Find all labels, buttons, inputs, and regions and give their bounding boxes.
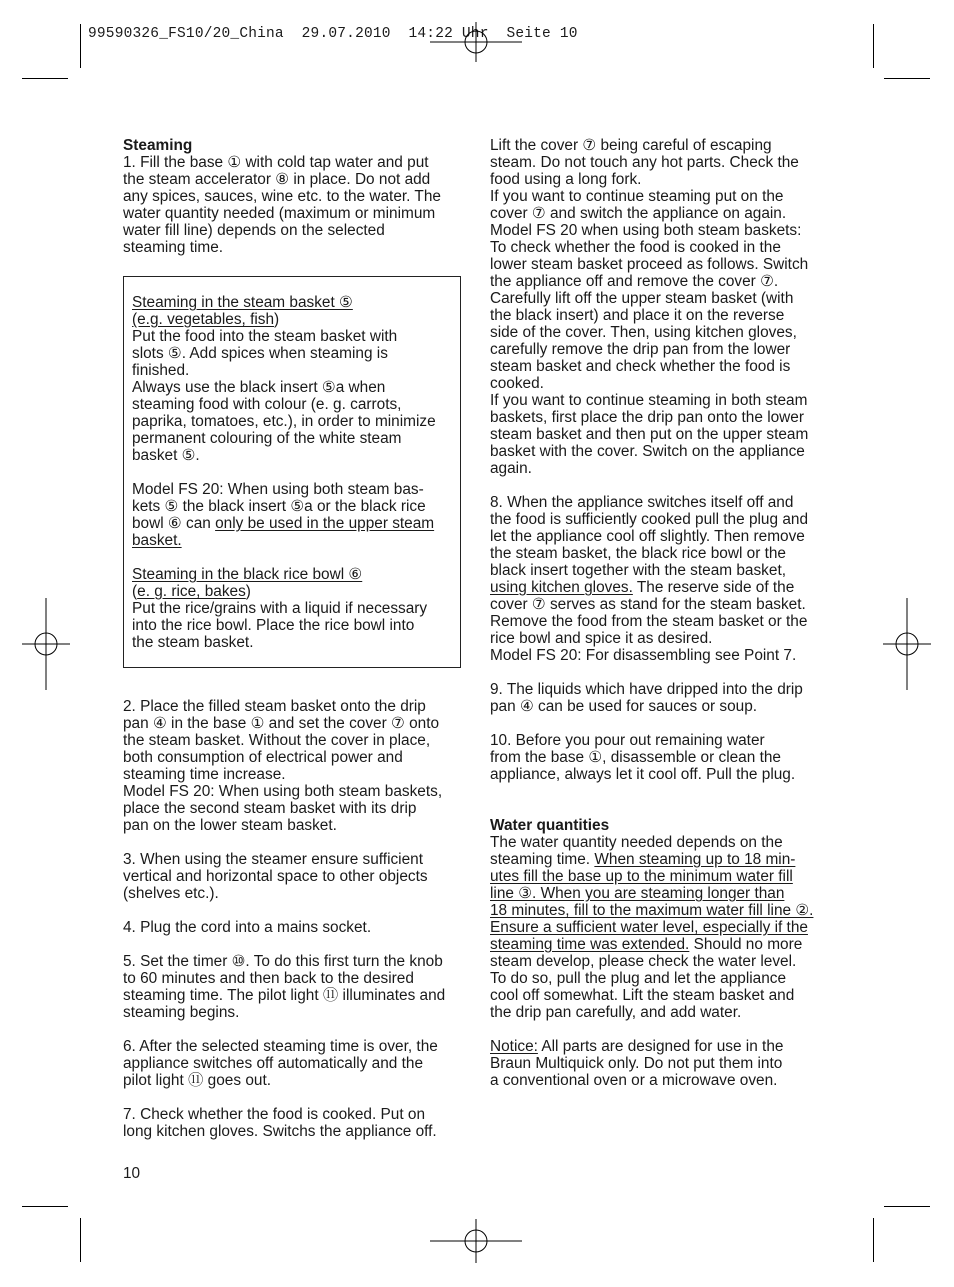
paren: ) (274, 311, 280, 328)
box-line: steaming food with colour (e. g. carrots, (132, 396, 402, 413)
step-8-line: 8. When the appliance switches itself off and (490, 494, 794, 511)
water-line (490, 885, 840, 902)
box-line: Model FS 20: When using both steam bas- (132, 481, 424, 498)
section-heading-water-quantities: Water quantities (490, 817, 610, 834)
water-line (490, 902, 840, 919)
step-8-line: Model FS 20: For disassembling see Point 7. (490, 647, 797, 664)
underlined-text: using kitchen gloves. (490, 579, 633, 596)
left-column-bottom (123, 698, 468, 1140)
step-10-line: appliance, always let it cool off. Pull the plug. (490, 766, 796, 783)
step-6-line: pilot light ⑪ goes out. (123, 1072, 272, 1089)
step-6-line: appliance switches off automatically and the (123, 1055, 424, 1072)
box-line: slots ⑤. Add spices when steaming is (132, 345, 388, 362)
step-8-line: black insert together with the steam basket, (490, 562, 786, 579)
right-column (490, 137, 840, 1089)
water-line: steam develop, please check the water level. (490, 953, 797, 970)
step-5-line: to 60 minutes and then back to the desired (123, 970, 414, 987)
box-subheading-example (132, 583, 458, 600)
step-10-line: from the base ①, disassemble or clean the (490, 749, 781, 766)
crop-mark (884, 78, 930, 79)
step-4-line: 4. Plug the cord into a mains socket. (123, 919, 372, 936)
box-line: Put the rice/grains with a liquid if necessary (132, 600, 428, 617)
slug-time: 14:22 (408, 26, 453, 42)
box-underlined-text: only be used in the upper steam (215, 515, 435, 532)
para-line: To check whether the food is cooked in the (490, 239, 781, 256)
step-7-line: long kitchen gloves. Switchs the appliance off. (123, 1123, 437, 1140)
para-line: Model FS 20 when using both steam baskets: (490, 222, 802, 239)
step-8-line: rice bowl and spice it as desired. (490, 630, 713, 647)
box-subheading-example-text: (e.g. vegetables, fish (132, 311, 275, 328)
steaming-info-box (123, 276, 461, 668)
slug-seite: Seite (506, 26, 551, 42)
step-1-line: water quantity needed (maximum or minimum (123, 205, 436, 222)
step-2-line: steaming time increase. (123, 766, 286, 783)
box-text: bowl ⑥ can (132, 515, 216, 532)
step-9-line: pan ④ can be used for sauces or soup. (490, 698, 758, 715)
para-line: side of the cover. Then, using kitchen gloves, (490, 324, 797, 341)
para-line: cooked. (490, 375, 544, 392)
notice-line: a conventional oven or a microwave oven. (490, 1072, 778, 1089)
box-subheading-example-text: e. g. rice, bakes (137, 583, 246, 600)
underlined-text: steaming time was extended. (490, 936, 690, 953)
box-line (132, 532, 458, 549)
box-underlined-text: basket. (132, 532, 182, 549)
box-line: basket ⑤. (132, 447, 200, 464)
step-8-line: Remove the food from the steam basket or the (490, 613, 808, 630)
para-line: steam basket and check whether the food is (490, 358, 791, 375)
step-6-line: 6. After the selected steaming time is over, the (123, 1038, 438, 1055)
notice-line: Braun Multiquick only. Do not put them into (490, 1055, 783, 1072)
underlined-text: Ensure a sufficient water level, especially if the (490, 919, 808, 936)
text: steaming time. (490, 851, 595, 868)
step-1-line: any spices, sauces, wine etc. to the water. The (123, 188, 441, 205)
box-subheading (132, 294, 458, 311)
step-7-line: 7. Check whether the food is cooked. Put on (123, 1106, 426, 1123)
notice-line (490, 1038, 840, 1055)
step-5-line: 5. Set the timer ⑩. To do this first turn the knob (123, 953, 443, 970)
step-1-line: 1. Fill the base ① with cold tap water and put (123, 154, 429, 171)
underlined-text: line ③. When you are steaming longer than (490, 885, 785, 902)
water-line: the drip pan carefully, and add water. (490, 1004, 742, 1021)
step-3-line: vertical and horizontal space to other objects (123, 868, 428, 885)
step-5-line: steaming time. The pilot light ⑪ illuminates and (123, 987, 446, 1004)
box-subheading-example (132, 311, 458, 328)
box-line: Always use the black insert ⑤a when (132, 379, 386, 396)
box-line: into the rice bowl. Place the rice bowl into (132, 617, 415, 634)
crop-mark (873, 1218, 874, 1262)
text: The reserve side of the (632, 579, 795, 596)
crop-mark (80, 1218, 81, 1262)
step-8-line: cover ⑦ serves as stand for the steam basket. (490, 596, 806, 613)
step-2-line: the steam basket. Without the cover in place, (123, 732, 431, 749)
step-10-line: 10. Before you pour out remaining water (490, 732, 765, 749)
para-line: carefully remove the drip pan from the lower (490, 341, 791, 358)
para-line: steam. Do not touch any hot parts. Check the (490, 154, 799, 171)
box-line: the steam basket. (132, 634, 254, 651)
slug-page: 10 (559, 26, 578, 42)
crop-mark (22, 78, 68, 79)
paren: ) (245, 583, 251, 600)
crop-mark (80, 24, 81, 68)
text: All parts are designed for use in the (537, 1038, 784, 1055)
step-2-line: Model FS 20: When using both steam baskets, (123, 783, 443, 800)
para-line: If you want to continue steaming put on the (490, 188, 784, 205)
step-1-line: water fill line) depends on the selected (123, 222, 385, 239)
step-2-line: 2. Place the filled steam basket onto the drip (123, 698, 426, 715)
step-8-line (490, 579, 840, 596)
para-line: again. (490, 460, 532, 477)
crop-mark (22, 1206, 68, 1207)
step-8-line: the steam basket, the black rice bowl or the (490, 545, 786, 562)
page-number: 10 (123, 1165, 141, 1182)
crop-mark (873, 24, 874, 68)
water-line (490, 936, 840, 953)
step-8-line: the food is sufficiently cooked pull the plug and (490, 511, 809, 528)
para-line: Lift the cover ⑦ being careful of escaping (490, 137, 772, 154)
step-2-line: pan ④ in the base ① and set the cover ⑦ onto (123, 715, 440, 732)
water-line: To do so, pull the plug and let the appliance (490, 970, 787, 987)
step-8-line: let the appliance cool off slightly. Then remove (490, 528, 805, 545)
step-2-line: both consumption of electrical power and (123, 749, 403, 766)
box-line: paprika, tomatoes, etc.), in order to minimize (132, 413, 436, 430)
step-3-line: 3. When using the steamer ensure sufficient (123, 851, 423, 868)
para-line: the appliance off and remove the cover ⑦. (490, 273, 779, 290)
step-1-line: steaming time. (123, 239, 224, 256)
para-line: food using a long fork. (490, 171, 642, 188)
step-2-line: pan on the lower steam basket. (123, 817, 337, 834)
para-line: steam basket and then put on the upper steam (490, 426, 809, 443)
section-heading-steaming: Steaming (123, 137, 193, 154)
para-line: baskets, first place the drip pan onto the lower (490, 409, 804, 426)
box-subheading (132, 566, 458, 583)
para-line: the black insert) and place it on the reverse (490, 307, 785, 324)
water-line: The water quantity needed depends on the (490, 834, 783, 851)
step-1-line: the steam accelerator ⑧ in place. Do not add (123, 171, 431, 188)
notice-label: Notice: (490, 1038, 538, 1055)
box-line (132, 515, 458, 532)
left-column-top (123, 137, 468, 256)
water-line: cool off somewhat. Lift the steam basket and (490, 987, 795, 1004)
box-line: kets ⑤ the black insert ⑤a or the black rice (132, 498, 426, 515)
registration-mark-icon (883, 598, 931, 690)
step-2-line: place the second steam basket with its drip (123, 800, 417, 817)
water-line (490, 868, 840, 885)
para-line: Carefully lift off the upper steam basket (with (490, 290, 794, 307)
step-3-line: (shelves etc.). (123, 885, 219, 902)
step-9-line: 9. The liquids which have dripped into the drip (490, 681, 803, 698)
underlined-text: 18 minutes, fill to the maximum water fill line ②. (490, 902, 814, 919)
box-subheading-text: Steaming in the steam basket ⑤ (132, 294, 353, 311)
para-line: basket with the cover. Switch on the appliance (490, 443, 805, 460)
water-line (490, 851, 840, 868)
registration-mark-icon (430, 1219, 522, 1263)
underlined-text: When steaming up to 18 min- (594, 851, 796, 868)
para-line: lower steam basket proceed as follows. Switch (490, 256, 809, 273)
step-5-line: steaming begins. (123, 1004, 240, 1021)
registration-mark-icon (22, 598, 70, 690)
box-line: Put the food into the steam basket with (132, 328, 398, 345)
registration-mark-icon (430, 22, 522, 62)
slug-date: 29.07.2010 (301, 26, 391, 42)
water-line (490, 919, 840, 936)
slug-id: 99590326_FS10/20_China (88, 26, 284, 42)
box-subheading-text: Steaming in the black rice bowl ⑥ (132, 566, 363, 583)
text: Should no more (689, 936, 803, 953)
crop-mark (884, 1206, 930, 1207)
box-line: finished. (132, 362, 190, 379)
para-line: If you want to continue steaming in both steam (490, 392, 808, 409)
para-line: cover ⑦ and switch the appliance on again. (490, 205, 787, 222)
box-line: permanent colouring of the white steam (132, 430, 402, 447)
slug-uhr: Uhr (461, 26, 489, 42)
underlined-text: utes fill the base up to the minimum water fill (490, 868, 793, 885)
paren: ( (132, 583, 138, 600)
